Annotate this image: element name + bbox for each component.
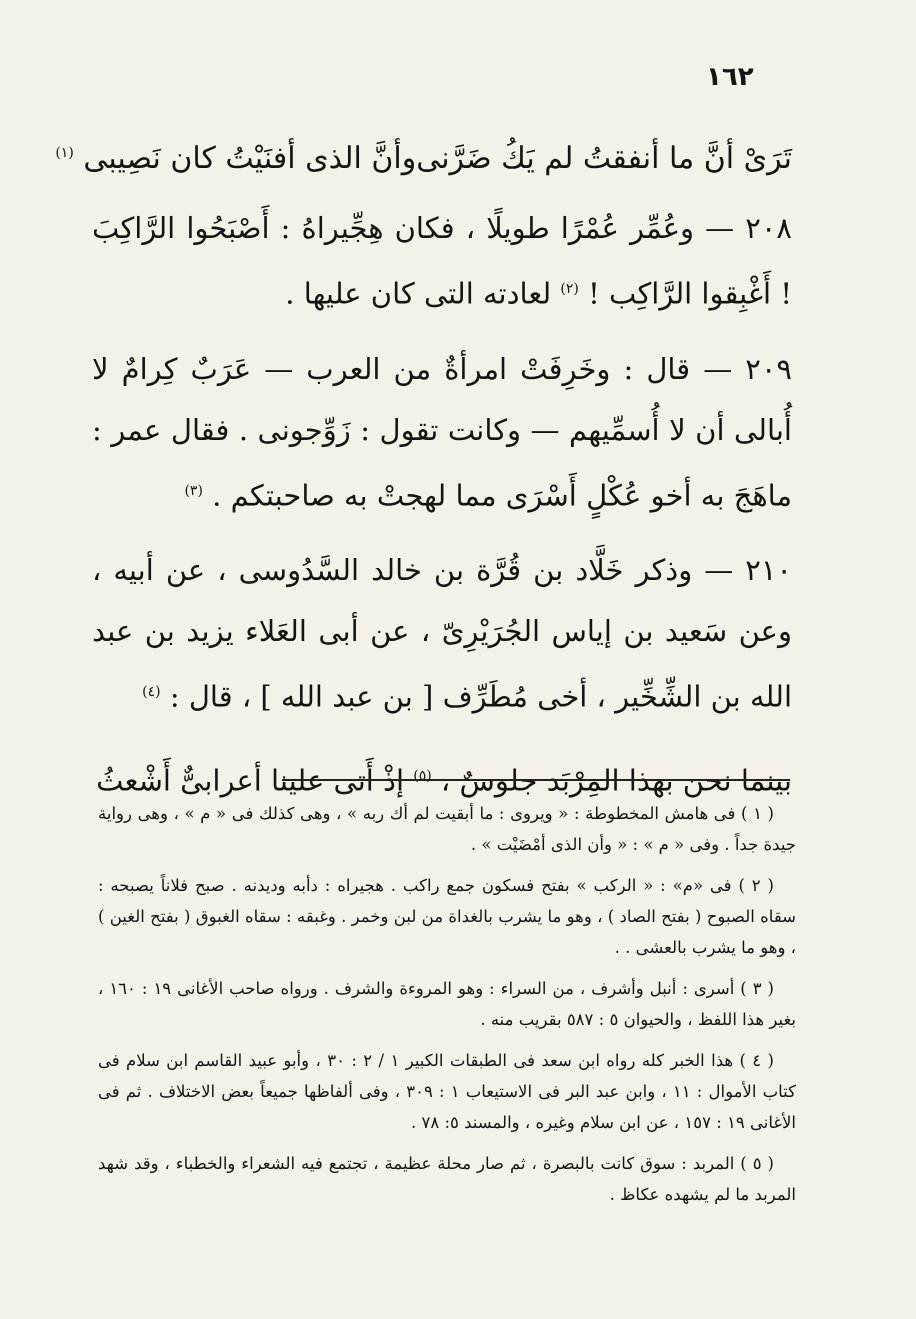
paragraph-tail: إذْ أَتى علينا أعرابىٌّ أَشْعثُ [96, 763, 405, 798]
verse-right-hemistich [416, 124, 792, 194]
verse-left-hemistich [55, 118, 416, 194]
footnote-2: ( ٢ ) فى «م» : « الركب » بفتح فسكون جمع راكب . هجيراه : دأبه وديدنه . صبح فلاناً يصبحه : سقاه الصبوح ( بفتح الصاد ) ، وهو ما يشرب بالغداة من لبن وخمر . وغبقه : سقاه الغبوق ( بفتح الغين ) ، وهو ما يشرب بالعشى . . [98, 876, 796, 957]
footnote-marker-2: (٢) [560, 281, 579, 297]
footnote-3: ( ٣ ) أسرى : أنبل وأشرف ، من السراء : وهو المروءة والشرف . ورواه صاحب الأغانى ١٩ : ١٦٠ ، بغير هذا اللفظ ، والحيوان ٥ : ٥٨٧ بقريب منه . [98, 979, 796, 1029]
paragraph-tail: لعادته التى كان عليها . [285, 276, 552, 311]
footnotes-section [98, 798, 796, 1220]
verse-left-text: وأنَّ الذى أفنَيْتُ كان نَصِيبى [83, 141, 417, 176]
footnote-1: ( ١ ) فى هامش المخطوطة : « ويروى : ما أبقيت لم أك ربه » ، وهى كذلك فى « م » ، وهى رواية جيدة جداً . وفى « م » : « وأن الذى أمْضَيْت » . [98, 804, 796, 854]
paragraph-209 [92, 339, 792, 527]
footnote-marker-5: (٥) [413, 767, 432, 784]
paragraph-text: بينما نحن بهذا المِرْبَد جلوسٌ ، [440, 763, 792, 798]
footnote-separator [282, 779, 790, 781]
footnote-5: ( ٥ ) المربد : سوق كانت بالبصرة ، ثم صار محلة عظيمة ، تجتمع فيه الشعراء والخطباء ، وقد شهد المربد ما لم يشهده عكاظ . [98, 1154, 796, 1204]
footnote-marker-4: (٤) [142, 684, 161, 701]
paragraph-208 [92, 198, 792, 325]
page-number: ١٦٢ [706, 62, 754, 92]
poem-verse [55, 118, 792, 194]
paragraph-text: ٢١٠ — وذكر خَلَّاد بن قُرَّة بن خالد السَّدُوسى ، عن أبيه ، وعن سَعيد بن إياس الجُرَيْرِىّ ، عن أبى العَلاء يزيد بن عبد الله بن الشِّخِّير ، أخى مُطَرِّف [ بن عبد الله ] ، قال : [92, 553, 792, 714]
paragraph-text: ٢٠٩ — قال : وخَرِفَتْ امرأةٌ من العرب — عَرَبٌ كِرامٌ لا أُبالى أن لا أُسمِّيهم — وكانت تقول : زَوِّجونى . فقال عمر : ماهَجَ به أخو عُكْلٍ أَسْرَى مما لهجتْ به صاحبتكم . [92, 351, 792, 513]
footnote-4: ( ٤ ) هذا الخبر كله رواه ابن سعد فى الطبقات الكبير ١ / ٢ : ٣٠ ، وأبو عبيد القاسم ابن سلام فى كتاب الأموال : ١١ ، وابن عبد البر فى الاستيعاب ١ : ٣٠٩ ، وفى ألفاظها جميعاً بعض الاختلاف . ثم فى الأغانى ١٩ : ١٥٧ ، عن ابن سلام وغيره ، والمسند ٥: ٧٨ . [98, 1051, 796, 1132]
paragraph-210 [92, 540, 792, 728]
footnote-marker-3: (٣) [184, 482, 203, 499]
paragraph-text: ٢٠٨ — وعُمِّر عُمْرًا طويلًا ، فكان هِجِّيراهُ : أَصْبَحُوا الرَّاكِبَ ! أَغْبِقوا الرَّاكِب ! [92, 211, 792, 311]
main-text [55, 118, 792, 826]
footnote-marker-1: (١) [55, 145, 74, 161]
verse-right-text: تَرَىْ أنَّ ما أنفقتُ لم يَكُ ضَرَّنى [416, 141, 792, 176]
